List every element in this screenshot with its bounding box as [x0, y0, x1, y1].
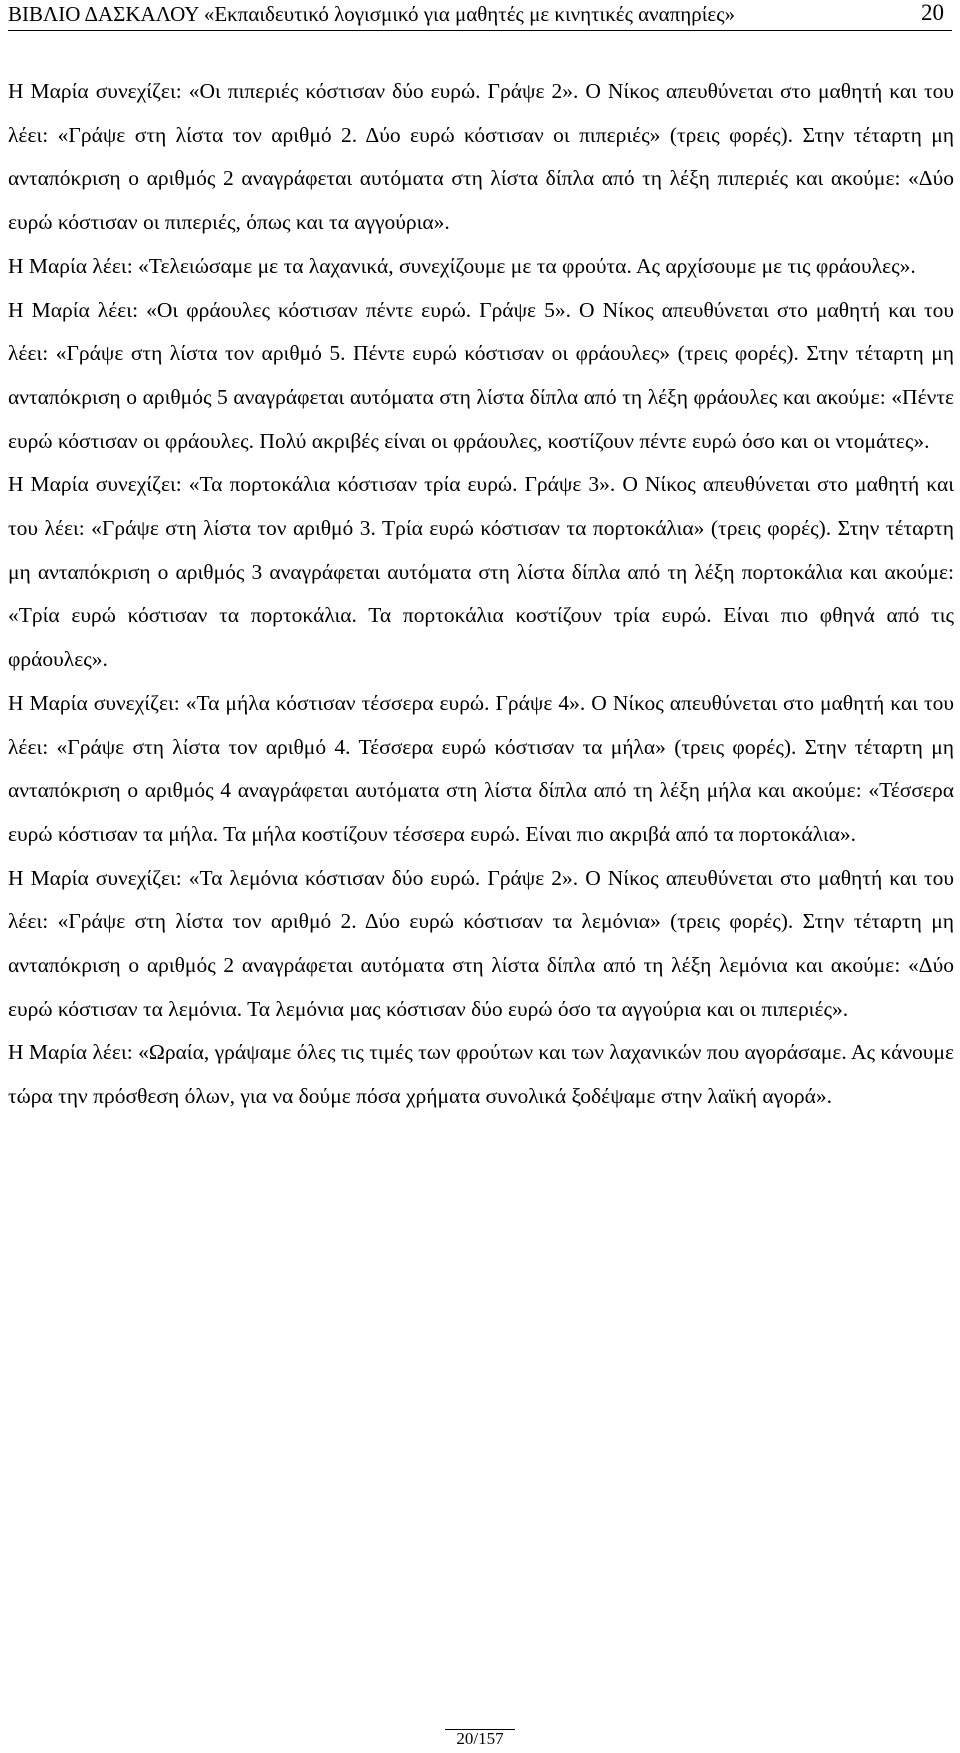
paragraph: Η Μαρία λέει: «Τελειώσαμε με τα λαχανικά, συνεχίζουμε με τα φρούτα. Ας αρχίσουμε με τις φράουλες».	[8, 253, 916, 278]
header-title: ΒΙΒΛΙΟ ΔΑΣΚΑΛΟΥ «Εκπαιδευτικό λογισμικό για μαθητές με κινητικές αναπηρίες»	[8, 2, 736, 26]
paragraph: Η Μαρία συνεχίζει: «Οι πιπεριές κόστισαν δύο ευρώ. Γράψε 2». Ο Νίκος απευθύνεται στο μαθητή και του λέει: «Γράψε στη λίστα τον αριθμό 2. Δύο ευρώ κόστισαν οι πιπεριές» (τρεις φορές). Στην τέταρτη μη ανταπόκριση ο αριθμός 2 αναγράφεται αυτόματα στη λίστα δίπλα από τη λέξη πιπεριές και ακούμε: «Δύο ευρώ κόστισαν οι πιπεριές, όπως και τα αγγούρια».	[8, 79, 954, 235]
footer-page-indicator: 20/157	[456, 1729, 504, 1748]
page-header	[8, 0, 952, 31]
header-page-number: 20	[921, 0, 944, 25]
paragraph: Η Μαρία λέει: «Οι φράουλες κόστισαν πέντε ευρώ. Γράψε 5». Ο Νίκος απευθύνεται στο μαθητή και του λέει: «Γράψε στη λίστα τον αριθμό 5. Πέντε ευρώ κόστισαν οι φράουλες» (τρεις φορές). Στην τέταρτη μη ανταπόκριση ο αριθμός 5 αναγράφεται αυτόματα στη λίστα δίπλα από τη λέξη φράουλες και ακούμε: «Πέντε ευρώ κόστισαν οι φράουλες. Πολύ ακριβές είναι οι φράουλες, κοστίζουν πέντε ευρώ όσο και οι ντομάτες».	[8, 297, 954, 453]
paragraph: Η Μαρία συνεχίζει: «Τα πορτοκάλια κόστισαν τρία ευρώ. Γράψε 3». Ο Νίκος απευθύνεται στο μαθητή και του λέει: «Γράψε στη λίστα τον αριθμό 3. Τρία ευρώ κόστισαν τα πορτοκάλια» (τρεις φορές). Στην τέταρτη μη ανταπόκριση ο αριθμός 3 αναγράφεται αυτόματα στη λίστα δίπλα από τη λέξη πορτοκάλια και ακούμε: «Τρία ευρώ κόστισαν τα πορτοκάλια. Τα πορτοκάλια κοστίζουν τρία ευρώ. Είναι πιο φθηνά από τις φράουλες».	[8, 472, 954, 672]
paragraph: Η Μαρία λέει: «Ωραία, γράψαμε όλες τις τιμές των φρούτων και των λαχανικών που αγοράσαμε. Ας κάνουμε τώρα την πρόσθεση όλων, για να δούμε πόσα χρήματα συνολικά ξοδέψαμε στην λαϊκή αγορά».	[8, 1040, 954, 1109]
body-text	[8, 70, 954, 1119]
paragraph: Η Μαρία συνεχίζει: «Τα λεμόνια κόστισαν δύο ευρώ. Γράψε 2». Ο Νίκος απευθύνεται στο μαθητή και του λέει: «Γράψε στη λίστα τον αριθμό 2. Δύο ευρώ κόστισαν τα λεμόνια» (τρεις φορές). Στην τέταρτη μη ανταπόκριση ο αριθμός 2 αναγράφεται αυτόματα στη λίστα δίπλα από τη λέξη λεμόνια και ακούμε: «Δύο ευρώ κόστισαν τα λεμόνια. Τα λεμόνια μας κόστισαν δύο ευρώ όσο τα αγγούρια και οι πιπεριές».	[8, 865, 954, 1021]
paragraph: Η Μαρία συνεχίζει: «Τα μήλα κόστισαν τέσσερα ευρώ. Γράψε 4». Ο Νίκος απευθύνεται στο μαθητή και του λέει: «Γράψε στη λίστα τον αριθμό 4. Τέσσερα ευρώ κόστισαν τα μήλα» (τρεις φορές). Στην τέταρτη μη ανταπόκριση ο αριθμός 4 αναγράφεται αυτόματα στη λίστα δίπλα από τη λέξη μήλα και ακούμε: «Τέσσερα ευρώ κόστισαν τα μήλα. Τα μήλα κοστίζουν τέσσερα ευρώ. Είναι πιο ακριβά από τα πορτοκάλια».	[8, 690, 954, 846]
page-footer	[0, 1729, 960, 1749]
